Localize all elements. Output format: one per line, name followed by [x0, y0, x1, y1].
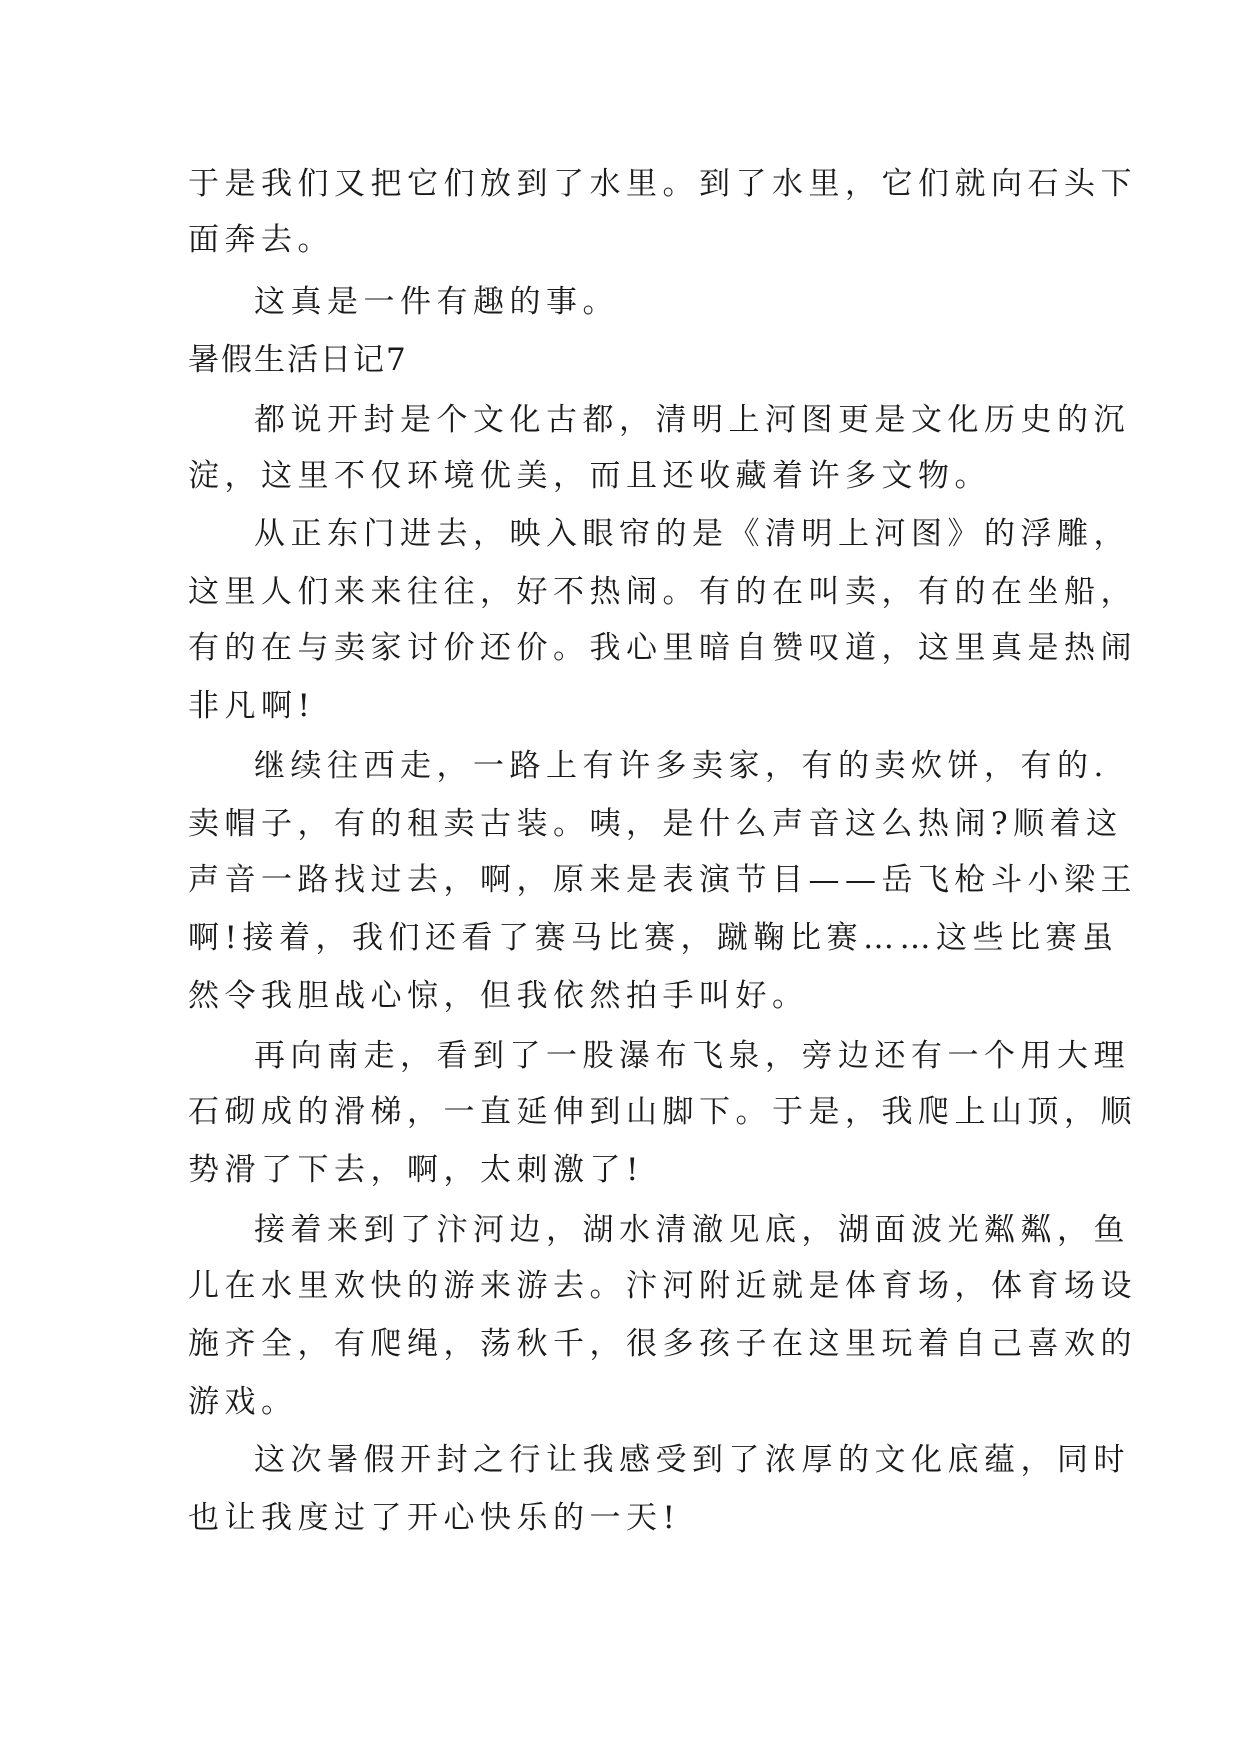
text-line: 声音一路找过去，啊，原来是表演节目——岳飞枪斗小梁王	[188, 862, 1137, 898]
text-line: 面奔去。	[188, 222, 334, 258]
text-line: 接着来到了汴河边，湖水清澈见底，湖面波光粼粼，鱼	[254, 1212, 1130, 1248]
text-line: 也让我度过了开心快乐的一天!	[188, 1500, 681, 1536]
text-line: 有的在与卖家讨价还价。我心里暗自赞叹道，这里真是热闹	[188, 630, 1137, 666]
text-line: 势滑了下去，啊，太刺激了!	[188, 1152, 644, 1188]
text-line: 这次暑假开封之行让我感受到了浓厚的文化底蕴，同时	[254, 1442, 1130, 1478]
text-line: 继续往西走，一路上有许多卖家，有的卖炊饼，有的.	[254, 748, 1109, 784]
text-line: 啊!接着，我们还看了赛马比赛，蹴鞠比赛……这些比赛虽	[188, 920, 1119, 956]
text-line: 非凡啊!	[188, 688, 316, 724]
text-line: 这里人们来来往往，好不热闹。有的在叫卖，有的在坐船，	[188, 574, 1137, 610]
text-line: 施齐全，有爬绳，荡秋千，很多孩子在这里玩着自己喜欢的	[188, 1326, 1137, 1362]
text-line: 再向南走，看到了一股瀑布飞泉，旁边还有一个用大理	[254, 1038, 1130, 1074]
section-title: 暑假生活日记7	[188, 342, 408, 378]
text-line: 于是我们又把它们放到了水里。到了水里，它们就向石头下	[188, 166, 1137, 202]
text-line: 游戏。	[188, 1384, 298, 1420]
text-line: 这真是一件有趣的事。	[254, 284, 619, 320]
text-line: 都说开封是个文化古都，清明上河图更是文化历史的沉	[254, 402, 1130, 438]
text-line: 儿在水里欢快的游来游去。汴河附近就是体育场，体育场设	[188, 1268, 1137, 1304]
text-line: 从正东门进去，映入眼帘的是《清明上河图》的浮雕，	[254, 516, 1130, 552]
text-line: 然令我胆战心惊，但我依然拍手叫好。	[188, 978, 809, 1014]
text-line: 淀，这里不仅环境优美，而且还收藏着许多文物。	[188, 458, 991, 494]
text-line: 卖帽子，有的租卖古装。咦，是什么声音这么热闹?顺着这	[188, 806, 1123, 842]
text-line: 石砌成的滑梯，一直延伸到山脚下。于是，我爬上山顶，顺	[188, 1094, 1137, 1130]
